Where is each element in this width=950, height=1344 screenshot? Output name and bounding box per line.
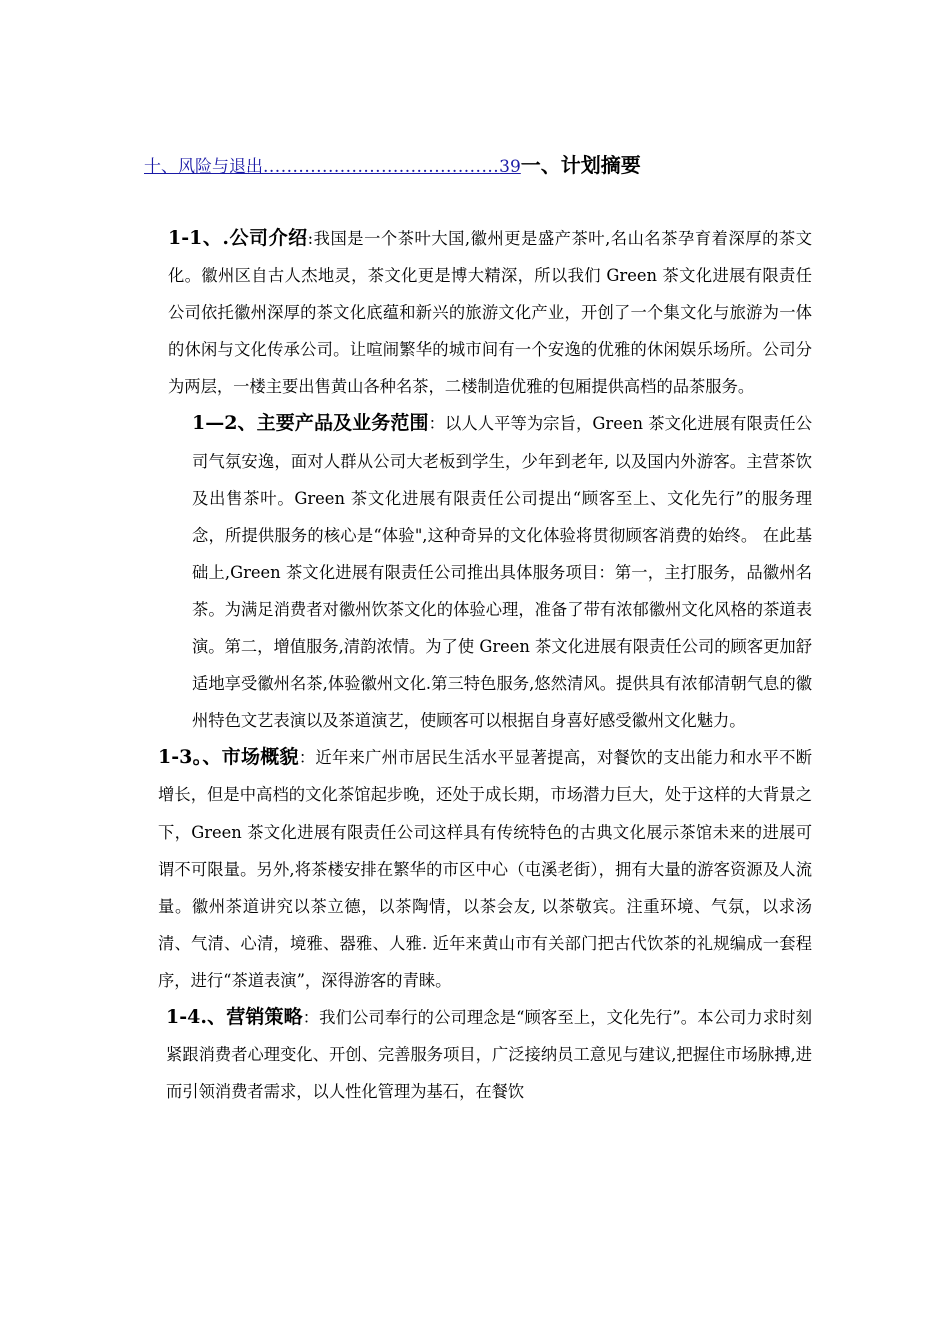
toc-entry-title: 十、风险与退出: [144, 157, 263, 177]
paragraph-heading: 1—2、主要产品及业务范围: [192, 412, 429, 435]
paragraph-text: ：以人人平等为宗旨，Green 茶文化进展有限责任公司气氛安逸，面对人群从公司大老板到学生，少年到老年, 以及国内外游客。主营茶饮及出售茶叶。Green 茶文化进展有限责任公司提出“顾客至上、文化先行”的服务理念，所提供服务的核心是“体验",这种奇异的文化体验将贯彻顾客消费的始终。 在此基础上,Green 茶文化进展有限责任公司推出具体服务项目：第一，主打服务，品徽州名茶。为满足消费者对徽州饮茶文化的体验心理，准备了带有浓郁徽州文化风格的茶道表演。第二，增值服务,清韵浓情。为了使 Green 茶文化进展有限责任公司的顾客更加舒适地享受徽州名茶,体验徽州文化.第三特色服务,悠然清风。提供具有浓郁清朝气息的徽州特色文艺表演以及茶道演艺，使顾客可以根据自身喜好感受徽州文化魅力。: [192, 414, 812, 731]
paragraph-products-scope: [144, 405, 812, 739]
paragraph-heading: 1-4.、营销策略: [166, 1005, 303, 1028]
paragraph-text: :我国是一个茶叶大国,徽州更是盛产茶叶,名山名茶孕育着深厚的茶文化。徽州区自古人杰地灵，茶文化更是博大精深，所以我们 Green 茶文化进展有限责任公司依托徽州深厚的茶文化底蕴和新兴的旅游文化产业，开创了一个集文化与旅游为一体的休闲与文化传承公司。让喧闹繁华的城市间有一个安逸的优雅的休闲娱乐场所。公司分为两层，一楼主要出售黄山各种名茶，二楼制造优雅的包厢提供高档的品茶服务。: [168, 229, 812, 397]
toc-entry-link[interactable]: [144, 157, 521, 177]
document-body: [144, 220, 812, 1110]
paragraph-marketing-strategy: [144, 999, 812, 1110]
toc-line: [144, 150, 814, 182]
toc-dot-leader: ........................................: [263, 157, 500, 177]
section-heading-summary: 一、计划摘要: [520, 153, 641, 177]
paragraph-heading: 1-1、.公司介绍: [168, 227, 308, 249]
paragraph-text: ：我们公司奉行的公司理念是“顾客至上，文化先行”。本公司力求时刻紧跟消费者心理变化、开创、完善服务项目，广泛接纳员工意见与建议,把握住市场脉搏,进而引领消费者需求，以人性化管理为基石，在餐饮: [166, 1007, 812, 1102]
paragraph-market-overview: [144, 739, 812, 999]
toc-page-number: 39: [499, 157, 521, 177]
paragraph-text: ：近年来广州市居民生活水平显著提高，对餐饮的支出能力和水平不断增长，但是中高档的文化茶馆起步晚，还处于成长期，市场潜力巨大，处于这样的大背景之下，Green 茶文化进展有限责任公司这样具有传统特色的古典文化展示茶馆未来的进展可谓不可限量。另外,将茶楼安排在繁华的市区中心（屯溪老街），拥有大量的游客资源及人流量。徽州茶道讲究以茶立德，以茶陶情，以茶会友, 以茶敬宾。注重环境、气氛，以求汤清、气清、心清，境雅、器雅、人雅. 近年来黄山市有关部门把古代饮茶的礼规编成一套程序，进行“茶道表演”，深得游客的青睐。: [158, 748, 812, 990]
paragraph-heading: 1-3。、市场概貌: [158, 746, 299, 769]
paragraph-company-intro: [144, 220, 812, 405]
